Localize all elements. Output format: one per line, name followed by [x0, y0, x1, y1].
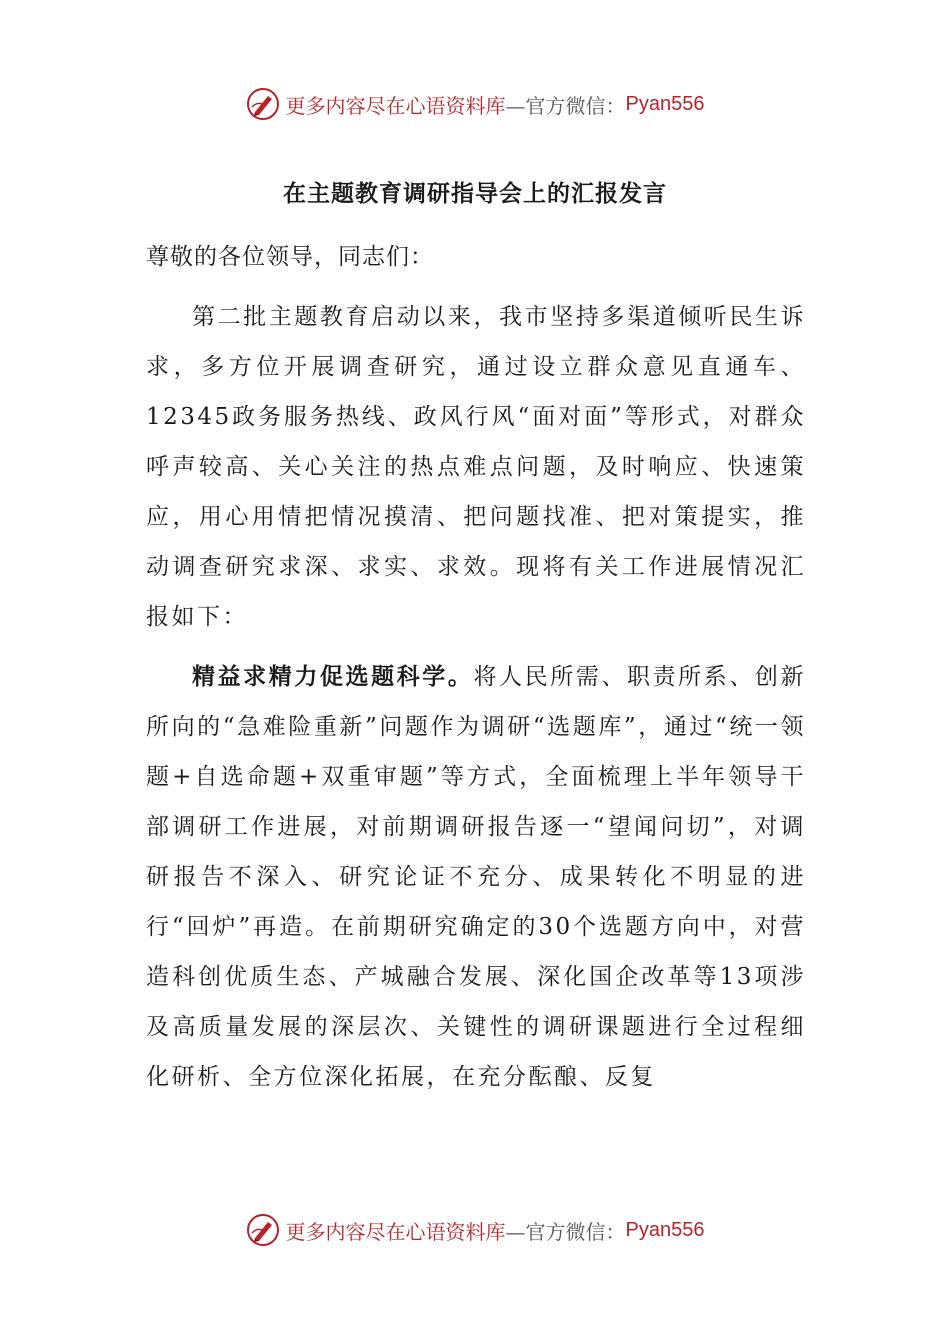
header-banner [0, 84, 950, 124]
paragraph-topic-selection [146, 652, 806, 1102]
banner-wechat-label: —官方微信： [505, 1219, 626, 1244]
banner-wechat-label: —官方微信： [505, 93, 626, 118]
banner-site-text: 更多内容尽在心语资料库 [285, 1219, 506, 1244]
banner-site-text: 更多内容尽在心语资料库 [285, 93, 506, 118]
footer-banner [0, 1210, 950, 1250]
paragraph-text: 第二批主题教育启动以来，我市坚持多渠道倾听民生诉求，多方位开展调查研究，通过设立群众意见直通车、12345政务服务热线、政风行风“面对面”等形式，对群众呼声较高、关心关注的热点难点问题，及时响应、快速策应，用心用情把情况摸清、把问题找准、把对策提实，推动调查研究求深、求实、求效。现将有关工作进展情况汇报如下： [146, 304, 806, 630]
document-body [146, 232, 806, 1112]
document-title: 在主题教育调研指导会上的汇报发言 [283, 180, 667, 207]
banner-wechat-id: Pyan556 [625, 92, 705, 115]
paragraph-text: 将人民所需、职责所系、创新所向的“急难险重新”问题作为调研“选题库”，通过“统一领题+自选命题+双重审题”等方式，全面梳理上半年领导干部调研工作进展，对前期调研报告逐一“望闻问切”，对调研报告不深入、研究论证不充分、成果转化不明显的进行“回炉”再造。在前期研究确定的30个选题方向中，对营造科创优质生态、产城融合发展、深化国企改革等13项涉及高质量发展的深层次、关键性的调研课题进行全过程细化研析、全方位深化拓展，在充分酝酿、反复 [146, 664, 807, 1090]
paragraph-lead: 精益求精力促选题科学。 [192, 663, 474, 690]
banner-wechat-id: Pyan556 [625, 1218, 705, 1241]
pen-circle-logo-icon [246, 1213, 280, 1247]
salutation: 尊敬的各位领导，同志们： [146, 244, 434, 270]
pen-circle-logo-icon [246, 87, 280, 121]
paragraph-intro [146, 292, 806, 642]
